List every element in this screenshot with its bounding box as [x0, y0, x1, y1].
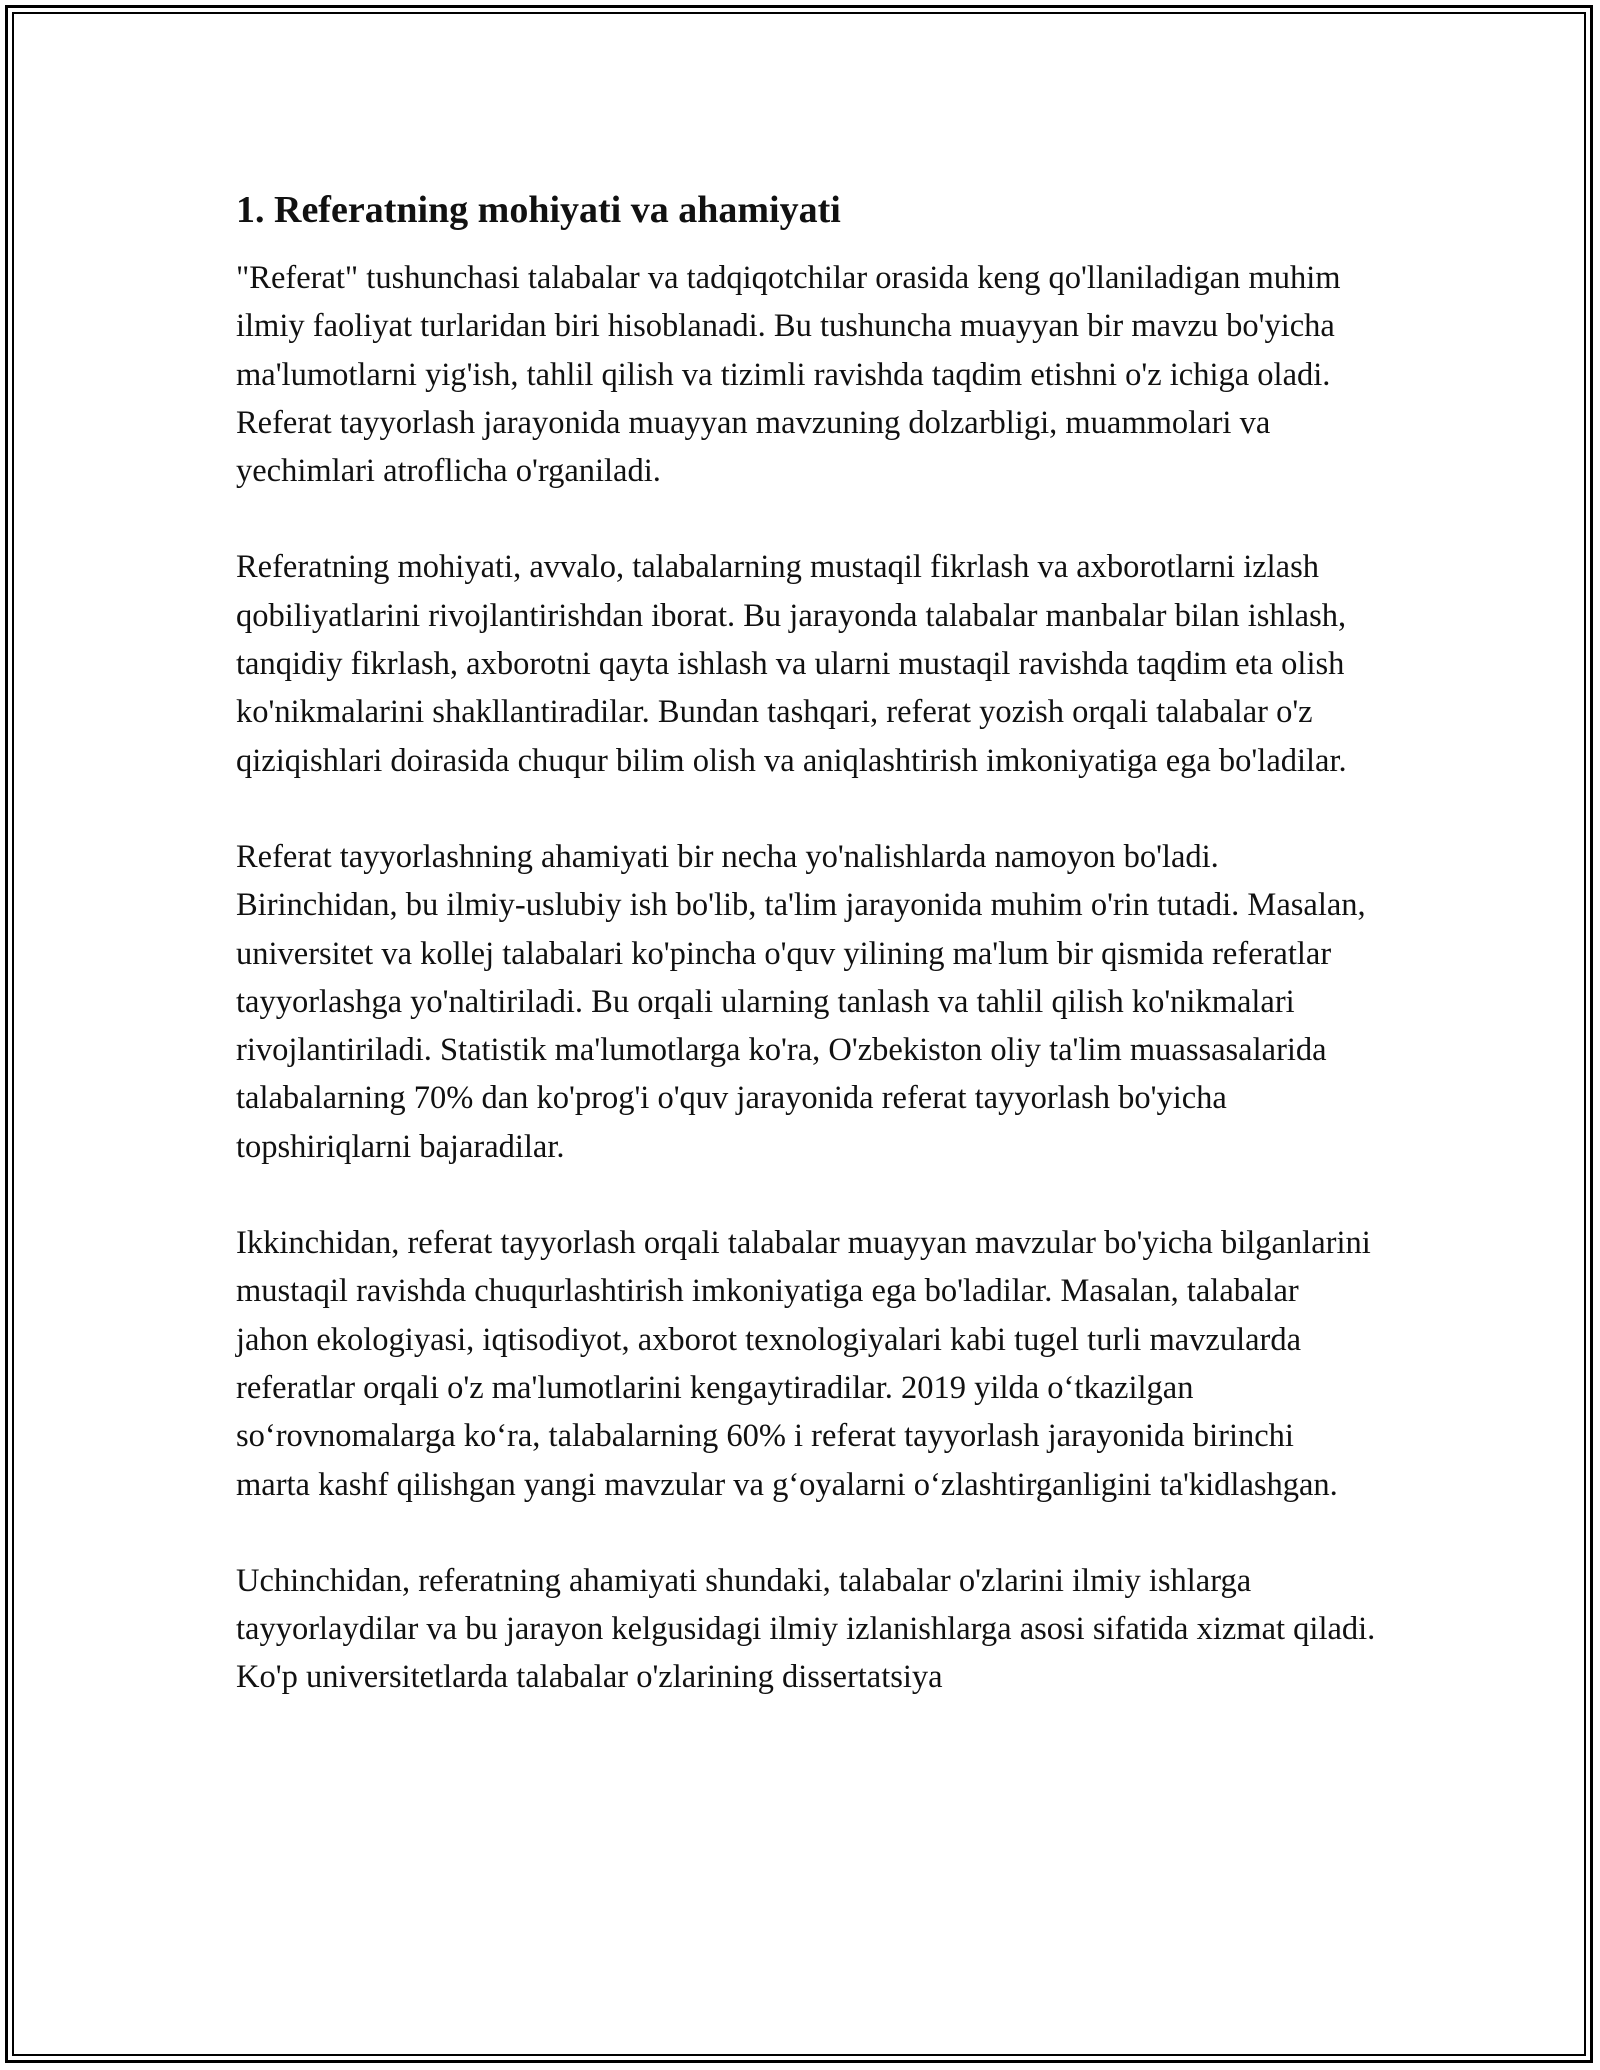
paragraph-3: Referat tayyorlashning ahamiyati bir necha yo'nalishlarda namoyon bo'ladi. Birinchidan, bu ilmiy-uslubiy ish bo'lib, ta'lim jarayonida muhim o'rin tutadi. Masalan, universitet va kollej talabalari ko'pincha o'quv yilining ma'lum bir qismida referatlar tayyorlashga yo'naltiriladi. Bu orqali ularning tanlash va tahlil qilish ko'nikmalari rivojlantiriladi. Statistik ma'lumotlarga ko'ra, O'zbekiston oliy ta'lim muassasalarida talabalarning 70% dan ko'prog'i o'quv jarayonida referat tayyorlash bo'yicha topshiriqlarni bajaradilar.: [236, 838, 1366, 1165]
document-body: [236, 186, 1376, 1750]
paragraph-4: Ikkinchidan, referat tayyorlash orqali talabalar muayyan mavzular bo'yicha bilganlarini mustaqil ravishda chuqurlashtirish imkoniyatiga ega bo'ladilar. Masalan, talabalar jahon ekologiyasi, iqtisodiyot, axborot texnologiyalari kabi tugel turli mavzularda referatlar orqali o'z ma'lumotlarini kengaytiradilar. 2019 yilda o‘tkazilgan so‘rovnomalarga ko‘ra, talabalarning 60% i referat tayyorlash jarayonida birinchi marta kashf qilishgan yangi mavzular va g‘oyalarni o‘zlashtirganligini ta'kidlashgan.: [236, 1225, 1371, 1503]
paragraph-5: Uchinchidan, referatning ahamiyati shundaki, talabalar o'zlarini ilmiy ishlarga tayyorlaydilar va bu jarayon kelgusidagi ilmiy izlanishlarga asosi sifatida xizmat qiladi. Ko'p universitetlarda talabalar o'zlarining dissertatsiya: [236, 1562, 1376, 1696]
paragraph-2: Referatning mohiyati, avvalo, talabalarning mustaqil fikrlash va axborotlarni izlash qobiliyatlarini rivojlantirishdan iborat. Bu jarayonda talabalar manbalar bilan ishlash, tanqidiy fikrlash, axborotni qayta ishlash va ularni mustaqil ravishda taqdim eta olish ko'nikmalarini shakllantiradilar. Bundan tashqari, referat yozish orqali talabalar o'z qiziqishlari doirasida chuqur bilim olish va aniqlashtirish imkoniyatiga ega bo'ladilar.: [236, 549, 1347, 779]
section-heading: 1. Referatning mohiyati va ahamiyati: [236, 189, 841, 231]
paragraph-1: "Referat" tushunchasi talabalar va tadqiqotchilar orasida keng qo'llaniladigan muhim ilmiy faoliyat turlaridan biri hisoblanadi. Bu tushuncha muayyan bir mavzu bo'yicha ma'lumotlarni yig'ish, tahlil qilish va tizimli ravishda taqdim etishni o'z ichiga oladi. Referat tayyorlash jarayonida muayyan mavzuning dolzarbligi, muammolari va yechimlari atroflicha o'rganiladi.: [236, 260, 1341, 490]
